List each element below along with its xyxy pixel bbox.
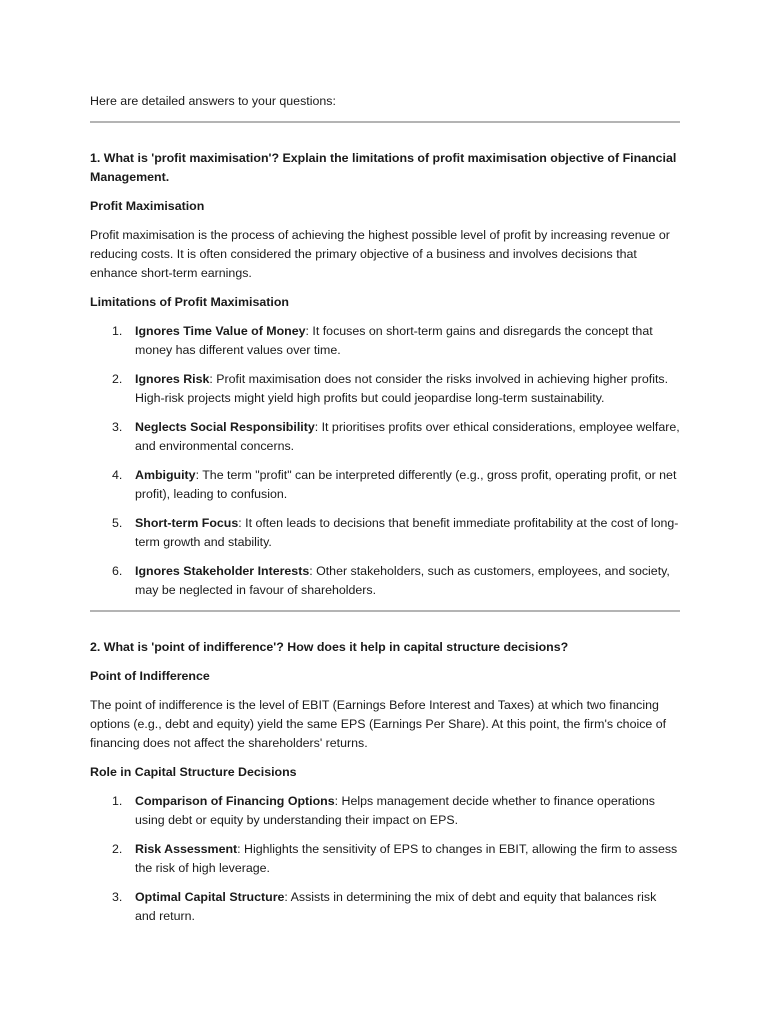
list-item xyxy=(90,562,680,600)
list-term: Risk Assessment xyxy=(135,842,238,856)
subheading: Limitations of Profit Maximisation xyxy=(90,295,289,309)
list-text: : Assists in determining the mix of debt and equity that balances risk and return. xyxy=(135,890,657,923)
list-number: 3. xyxy=(112,420,123,434)
subheading: Profit Maximisation xyxy=(90,199,205,213)
paragraph: The point of indifference is the level of EBIT (Earnings Before Interest and Taxes) at which two financing options (e.g., debt and equity) yield the same EPS (Earnings Per Share). At this point, the firm's choice of financing does not affect the shareholders' returns. xyxy=(90,698,667,750)
list-term: Short-term Focus xyxy=(135,516,239,530)
list-text: : It often leads to decisions that benefit immediate profitability at the cost of long-term growth and stability. xyxy=(135,516,679,549)
list-term: Ignores Risk xyxy=(135,372,210,386)
list-text: : Highlights the sensitivity of EPS to changes in EBIT, allowing the firm to assess the risk of high leverage. xyxy=(135,842,678,875)
list-term: Ambiguity xyxy=(135,468,196,482)
list-item xyxy=(90,514,680,552)
list-item xyxy=(90,418,680,456)
numbered-list xyxy=(90,792,680,926)
question-heading: 2. What is 'point of indifference'? How does it help in capital structure decisions? xyxy=(90,640,569,654)
list-number: 1. xyxy=(112,794,123,808)
list-text: : Profit maximisation does not consider the risks involved in achieving higher profits. High-risk projects might yield high profits but could jeopardise long-term sustainability. xyxy=(135,372,669,405)
section-divider xyxy=(90,610,680,612)
numbered-list xyxy=(90,322,680,600)
list-item xyxy=(90,466,680,504)
list-item xyxy=(90,792,680,830)
intro-text: Here are detailed answers to your questions: xyxy=(90,94,336,108)
list-text: : It prioritises profits over ethical considerations, employee welfare, and environmental concerns. xyxy=(135,420,680,453)
list-number: 2. xyxy=(112,372,123,386)
section-profit-maximisation xyxy=(90,149,680,600)
list-number: 1. xyxy=(112,324,123,338)
subheading: Role in Capital Structure Decisions xyxy=(90,765,297,779)
list-term: Ignores Time Value of Money xyxy=(135,324,306,338)
list-term: Comparison of Financing Options xyxy=(135,794,335,808)
list-item xyxy=(90,370,680,408)
list-item xyxy=(90,840,680,878)
list-number: 2. xyxy=(112,842,123,856)
paragraph: Profit maximisation is the process of achieving the highest possible level of profit by increasing revenue or reducing costs. It is often considered the primary objective of a business and involves decisions that enhance short-term earnings. xyxy=(90,228,670,280)
list-text: : The term "profit" can be interpreted differently (e.g., gross profit, operating profit, or net profit), leading to confusion. xyxy=(135,468,677,501)
list-text: : It focuses on short-term gains and disregards the concept that money has different values over time. xyxy=(135,324,653,357)
list-text: : Other stakeholders, such as customers, employees, and society, may be neglected in favour of shareholders. xyxy=(135,564,670,597)
section-point-of-indifference xyxy=(90,638,680,926)
list-item xyxy=(90,888,680,926)
list-term: Ignores Stakeholder Interests xyxy=(135,564,310,578)
list-number: 6. xyxy=(112,564,123,578)
question-heading: 1. What is 'profit maximisation'? Explain the limitations of profit maximisation objective of Financial Management. xyxy=(90,151,677,184)
list-text: : Helps management decide whether to finance operations using debt or equity by understanding their impact on EPS. xyxy=(135,794,655,827)
list-term: Neglects Social Responsibility xyxy=(135,420,315,434)
list-term: Optimal Capital Structure xyxy=(135,890,285,904)
list-number: 5. xyxy=(112,516,123,530)
document-page xyxy=(90,92,680,936)
section-divider xyxy=(90,121,680,123)
list-number: 3. xyxy=(112,890,123,904)
list-item xyxy=(90,322,680,360)
subheading: Point of Indifference xyxy=(90,669,210,683)
list-number: 4. xyxy=(112,468,123,482)
